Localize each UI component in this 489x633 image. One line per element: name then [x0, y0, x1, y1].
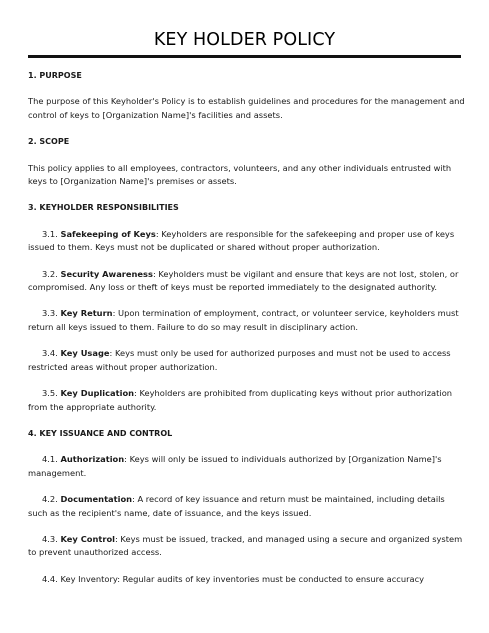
section-heading-purpose: 1. PURPOSE — [28, 71, 82, 80]
list-item — [28, 307, 465, 334]
item-number: 4.3. — [42, 533, 58, 544]
item-term: Security Awareness — [60, 268, 153, 279]
list-item — [28, 387, 465, 414]
item-term: Authorization — [60, 454, 125, 465]
list-item — [28, 453, 465, 480]
section-body-purpose: The purpose of this Keyholder's Policy is to establish guidelines and procedures for the management and control of keys to [Organization Name]'s facilities and assets. — [28, 96, 465, 120]
list-item — [28, 533, 465, 560]
item-term: Key Control — [60, 533, 115, 544]
item-number: 3.5. — [42, 388, 58, 399]
page-title: KEY HOLDER POLICY — [153, 30, 336, 50]
item-text: : Keyholders are prohibited from duplicating keys without prior authorization from the appropriate authority. — [28, 388, 453, 412]
item-text: : Upon termination of employment, contract, or volunteer service, keyholders must return all keys issued to them. Failure to do so may result in disciplinary action. — [28, 308, 459, 332]
item-term: Key Duplication — [60, 388, 135, 399]
item-number: 4.2. — [42, 494, 58, 505]
section-heading-scope: 2. SCOPE — [28, 137, 70, 147]
item-text: : Keyholders are responsible for the safekeeping and proper use of keys issued to them. Keys must not be duplicated or shared without proper authorization. — [28, 228, 455, 253]
item-term: Key Usage — [60, 348, 110, 359]
section-body-scope: This policy applies to all employees, contractors, volunteers, and any other individuals entrusted with keys to [Organization Name]'s premises or assets. — [28, 162, 452, 187]
item-number: 3.4. — [42, 348, 58, 359]
item-text: : A record of key issuance and return must be maintained, including details such as the recipient's name, date of issuance, and the keys issued. — [28, 494, 445, 518]
list-item — [28, 347, 465, 374]
section-heading-responsibilities: 3. KEYHOLDER RESPONSIBILITIES — [28, 203, 179, 213]
item-text: : Keyholders must be vigilant and ensure that keys are not lost, stolen, or compromised. Any loss or theft of keys must be reported immediately to the designated authority. — [28, 268, 459, 293]
title-divider — [28, 55, 461, 58]
item-text: Key Inventory: Regular audits of key inventories must be conducted to ensure accuracy — [60, 573, 425, 584]
item-term: Documentation — [60, 494, 133, 505]
item-text: : Keys must only be used for authorized purposes and must not be used to access restricted areas without proper authorization. — [28, 348, 451, 372]
item-number: 3.2. — [42, 268, 58, 279]
item-text: : Keys will only be issued to individuals authorized by [Organization Name]'s management. — [28, 454, 442, 478]
item-number: 3.1. — [42, 228, 58, 239]
item-number: 3.3. — [42, 308, 58, 319]
policy-content — [28, 69, 465, 599]
item-number: 4.4. — [42, 573, 58, 584]
list-item — [28, 268, 465, 295]
item-text: : Keys must be issued, tracked, and managed using a secure and organized system to prevent unauthorized access. — [28, 533, 463, 558]
item-number: 4.1. — [42, 454, 58, 465]
section-heading-issuance: 4. KEY ISSUANCE AND CONTROL — [28, 428, 173, 438]
item-term: Key Return — [60, 308, 113, 319]
list-item — [28, 573, 465, 586]
list-item — [28, 493, 465, 520]
list-item — [28, 228, 465, 255]
item-term: Safekeeping of Keys — [60, 228, 156, 239]
